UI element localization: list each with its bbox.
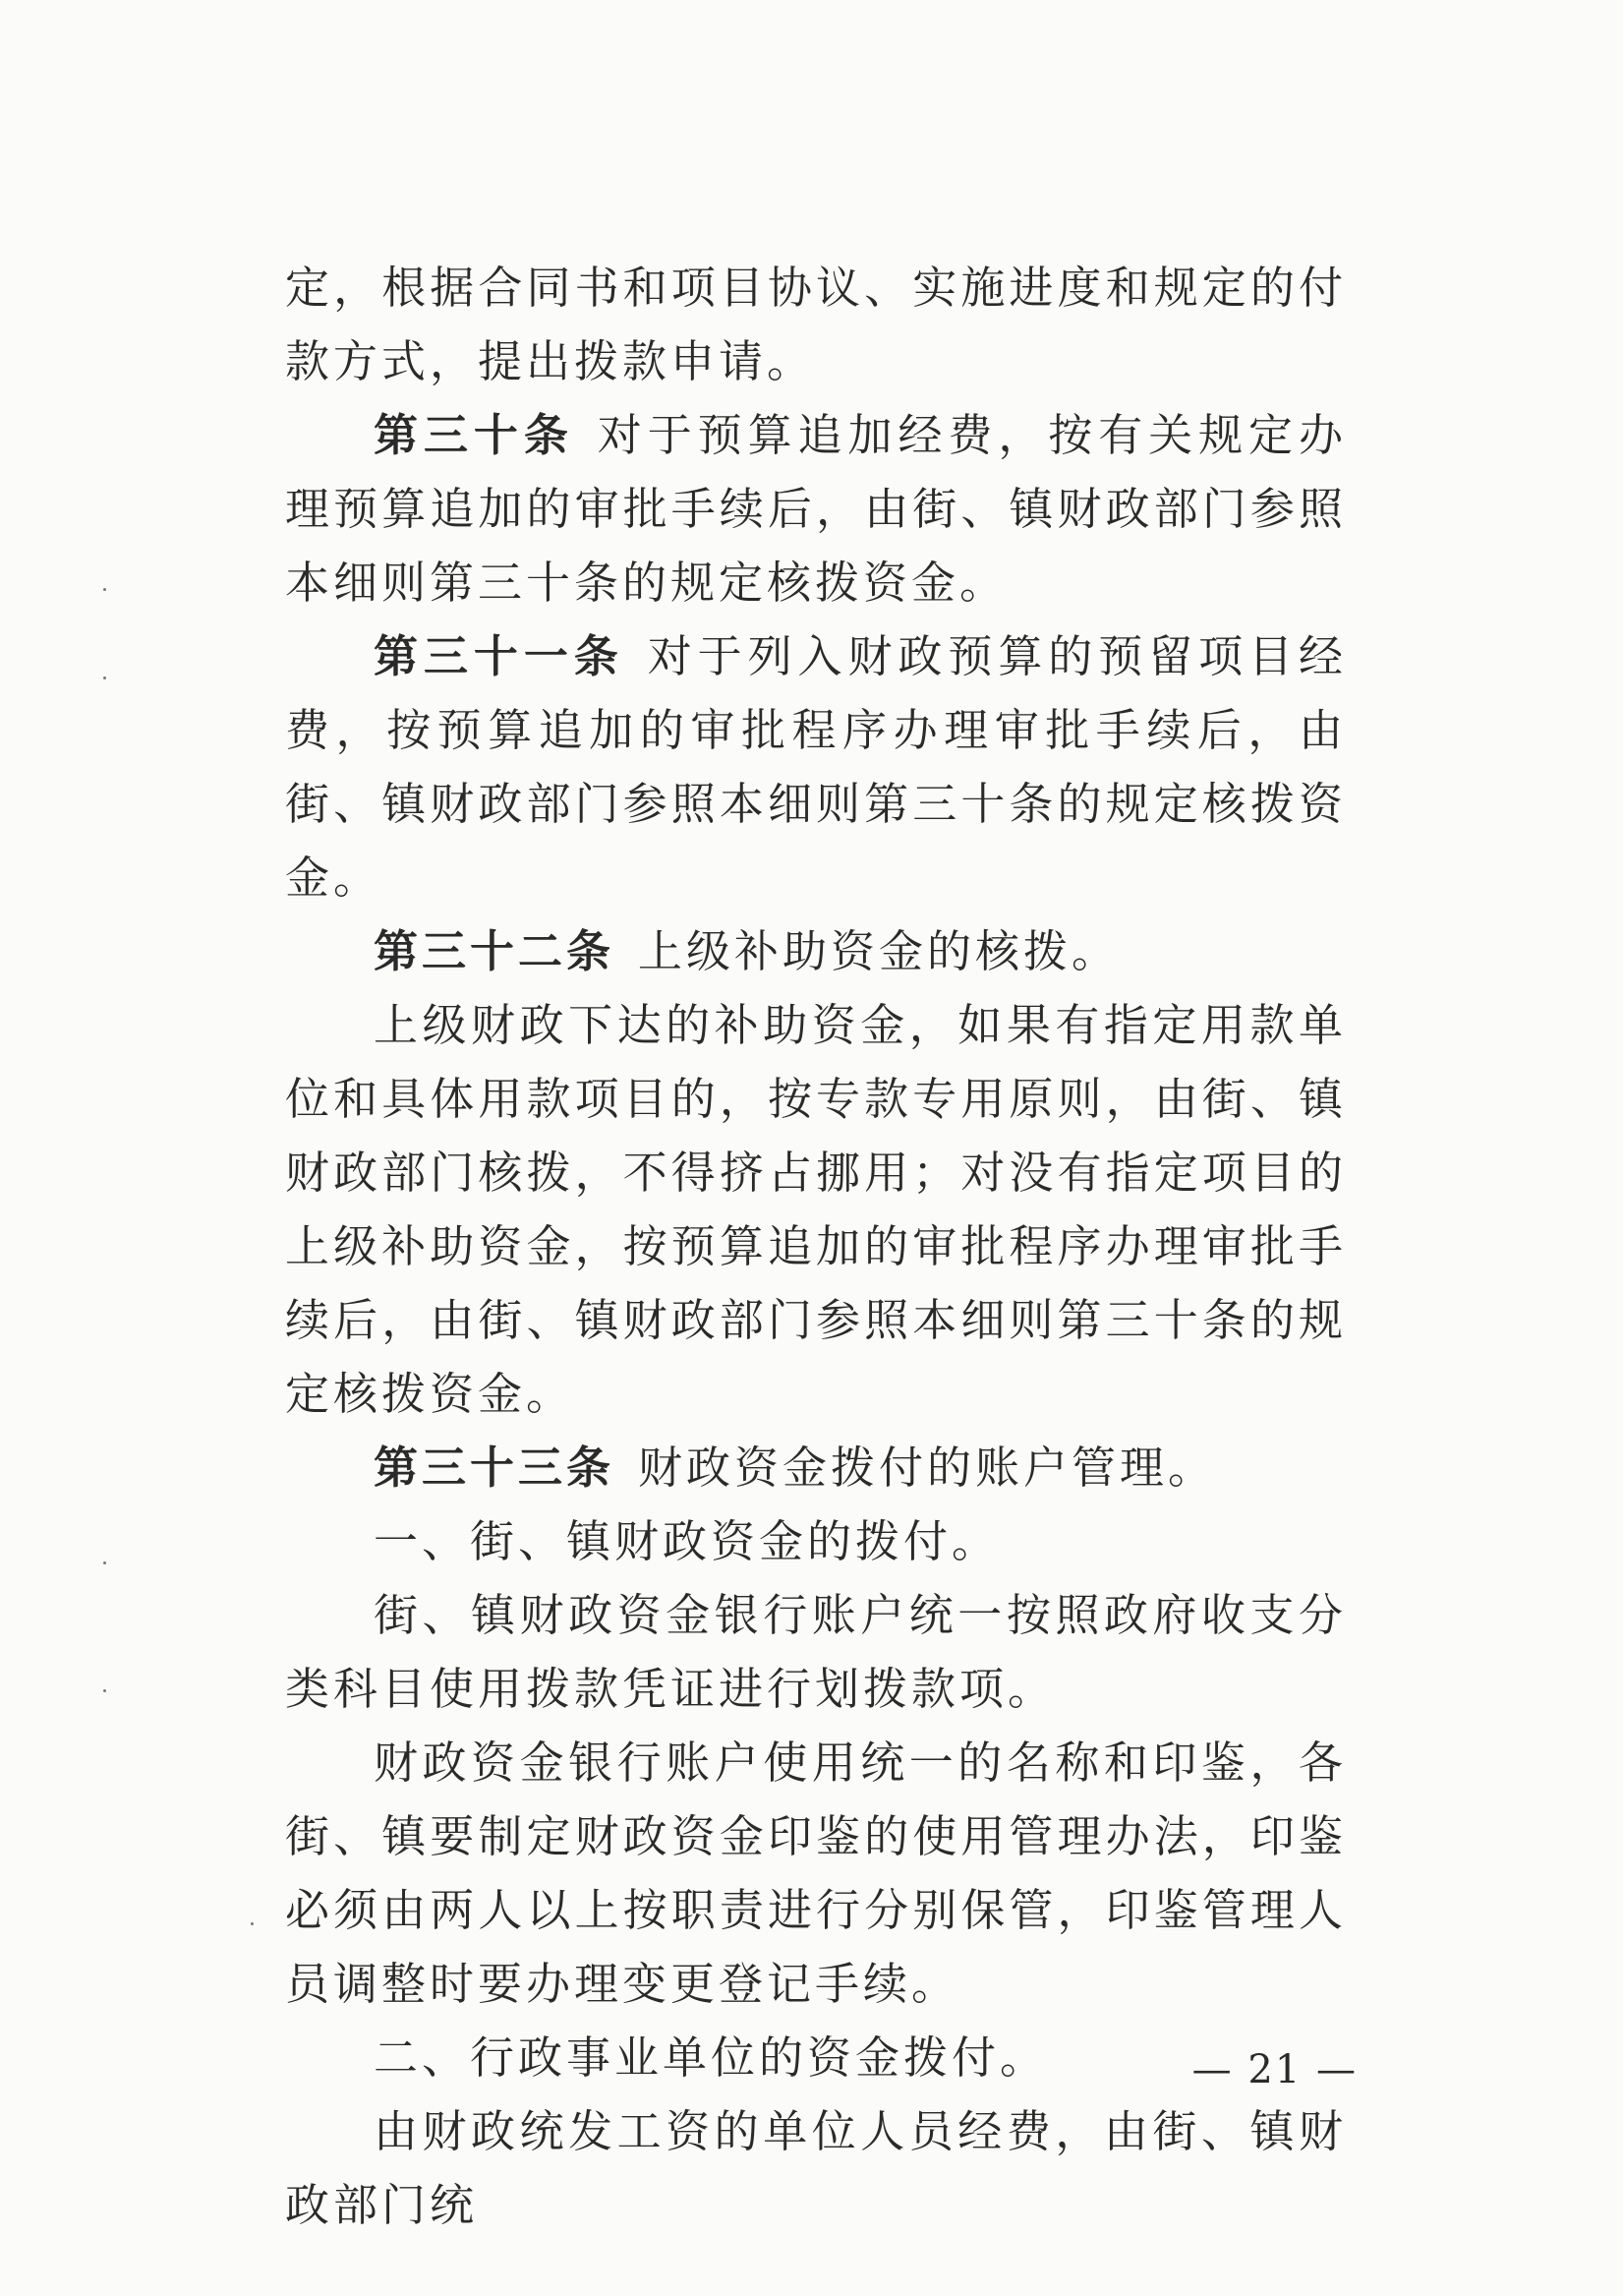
paragraph [285,1431,1347,1504]
paragraph [285,398,1347,619]
paragraph [285,988,1347,1431]
paragraph [285,2021,1347,2094]
paragraph-text: 定，根据合同书和项目协议、实施进度和规定的付款方式，提出拨款申请。 [285,262,1347,387]
scan-dot [103,588,106,591]
paragraph-text: 二、行政事业单位的资金拨付。 [374,2031,1049,2084]
paragraph-text: 街、镇财政资金银行账户统一按照政府收支分类科目使用拨款凭证进行划拨款项。 [285,1589,1347,1715]
paragraph-text: 财政资金银行账户使用统一的名称和印鉴，各街、镇要制定财政资金印鉴的使用管理办法，印鉴必须由两人以上按职责进行分别保管，印鉴管理人员调整时要办理变更登记手续。 [285,1737,1347,2010]
paragraph-text: 对于预算追加经费，按有关规定办理预算追加的审批手续后，由街、镇财政部门参照本细则第三十条的规定核拨资金。 [285,409,1347,609]
paragraph-text: 财政资金拨付的账户管理。 [638,1442,1217,1494]
article-heading: 第三十一条 [374,630,624,682]
paragraph [285,2094,1347,2242]
scan-dot [103,1689,106,1692]
paragraph-text: 上级财政下达的补助资金，如果有指定用款单位和具体用款项目的，按专款专用原则，由街、镇财政部门核拨，不得挤占挪用；对没有指定项目的上级补助资金，按预算追加的审批程序办理审批手续后，由街、镇财政部门参照本细则第三十条的规定核拨资金。 [285,999,1347,1420]
article-heading: 第三十二条 [374,925,615,977]
paragraph-text: 对于列入财政预算的预留项目经费，按预算追加的审批程序办理审批手续后，由街、镇财政部门参照本细则第三十条的规定核拨资金。 [285,630,1347,904]
paragraph-text: 由财政统发工资的单位人员经费，由街、镇财政部门统 [285,2105,1347,2231]
paragraph [285,1726,1347,2021]
article-heading: 第三十条 [374,409,574,461]
paragraph [285,914,1347,988]
scan-dot [103,1561,106,1564]
page-body [285,251,1347,2242]
article-heading: 第三十三条 [374,1442,615,1494]
scan-dot [251,1922,254,1925]
paragraph-text: 一、街、镇财政资金的拨付。 [374,1515,1001,1567]
paragraph [285,251,1347,398]
scan-dot [103,677,106,679]
paragraph [285,619,1347,914]
paragraph-text: 上级补助资金的核拨。 [638,925,1121,977]
page-number: — 21 — [1191,2047,1358,2092]
paragraph [285,1578,1347,1726]
paragraph [285,1504,1347,1578]
